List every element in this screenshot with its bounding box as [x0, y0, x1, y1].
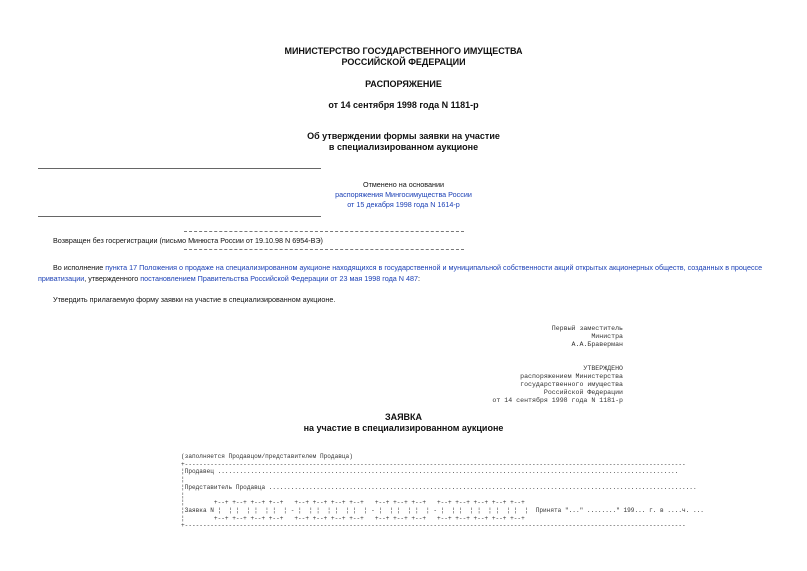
signature-position: Министра [591, 333, 623, 340]
divider-bottom [38, 216, 321, 217]
paragraph-2: Утвердить прилагаемую форму заявки на участие в специализированном аукционе. [53, 295, 336, 304]
approved-line5: от 14 сентября 1998 года N 1181-р [492, 397, 623, 404]
paragraph-1-prefix: Во исполнение [53, 263, 106, 272]
subject-line2: в специализированном аукционе [328, 142, 479, 152]
paragraph-1-line2 [38, 274, 420, 284]
paragraph-1-mid: , утвержденного [84, 274, 141, 283]
signature-title: Первый заместитель [551, 325, 623, 332]
ministry-name-line2: РОССИЙСКОЙ ФЕДЕРАЦИИ [341, 57, 466, 67]
dashed-divider-bottom [184, 249, 464, 250]
document-type: РАСПОРЯЖЕНИЕ [365, 79, 442, 89]
regulation-link[interactable]: пункта 17 Положения о продаже на специализированном аукционе находящихся в государственной и муниципальной собственности акций открытых акционерных обществ, созданных в процессе [105, 263, 763, 272]
ministry-name-line1: МИНИСТЕРСТВО ГОСУДАРСТВЕННОГО ИМУЩЕСТВА [284, 46, 523, 56]
approved-heading: УТВЕРЖДЕНО [583, 365, 623, 372]
signature-name: А.А.Браверман [571, 341, 623, 348]
application-form: (заполняется Продавцом/представителем Продавца) +----------------------------------------------------------------------------------------------------------------------------------------- ¦Продавец .............................................................................................................................. ¦ ¦Представитель Продавца ..................................................................................................................... ¦ ¦ +--+ +--+ +--+ +--+ +--+ +--+ +--+ +--+ +--+ +--+ +--+ +--+ +--+ +--+ +--+ +--+ ¦Заявка N ¦ ¦ ¦ ¦ ¦ ¦ ¦ ¦ - ¦ ¦ ¦ ¦ ¦ ¦ ¦ ¦ - ¦ ¦ ¦ ¦ ¦ ¦ - ¦ ¦ ¦ ¦ ¦ ¦ ¦ ¦ ¦ ¦ Принята "..." ........" 199... г. в ....ч. ... ¦ +--+ +--+ +--+ +--+ +--+ +--+ +--+ +--+ +--+ +--+ +--+ +--+ +--+ +--+ +--+ +--+ +----------------------------------------------------------------------------------------------------------------------------------------- [181, 453, 704, 530]
approved-line3: государственного имущества [520, 381, 623, 388]
paragraph-1-line1 [53, 263, 762, 273]
approved-line2: распоряжением Министерства [520, 373, 623, 380]
application-title: ЗАЯВКА [384, 412, 423, 422]
government-decree-link[interactable]: постановлением Правительства Российской Федерации от 23 мая 1998 года N 487 [140, 274, 418, 283]
privatization-link[interactable]: приватизации [38, 274, 85, 283]
approved-line4: Российской Федерации [543, 389, 623, 396]
cancellation-note: Отменено на основании [362, 180, 444, 189]
application-subtitle: на участие в специализированном аукционе [303, 423, 504, 433]
cancellation-link-1[interactable]: распоряжения Мингосимущества России [335, 190, 472, 199]
paragraph-1-end: : [417, 274, 420, 283]
document-date: от 14 сентября 1998 года N 1181-р [328, 100, 479, 110]
divider-top [38, 168, 321, 169]
subject-line1: Об утверждении формы заявки на участие [307, 131, 500, 141]
cancellation-link-2[interactable]: от 15 декабря 1998 года N 1614-р [347, 200, 460, 209]
registration-note: Возвращен без госрегистрации (письмо Минюста России от 19.10.98 N 6954-ВЭ) [53, 236, 323, 245]
dashed-divider-top [184, 231, 464, 232]
